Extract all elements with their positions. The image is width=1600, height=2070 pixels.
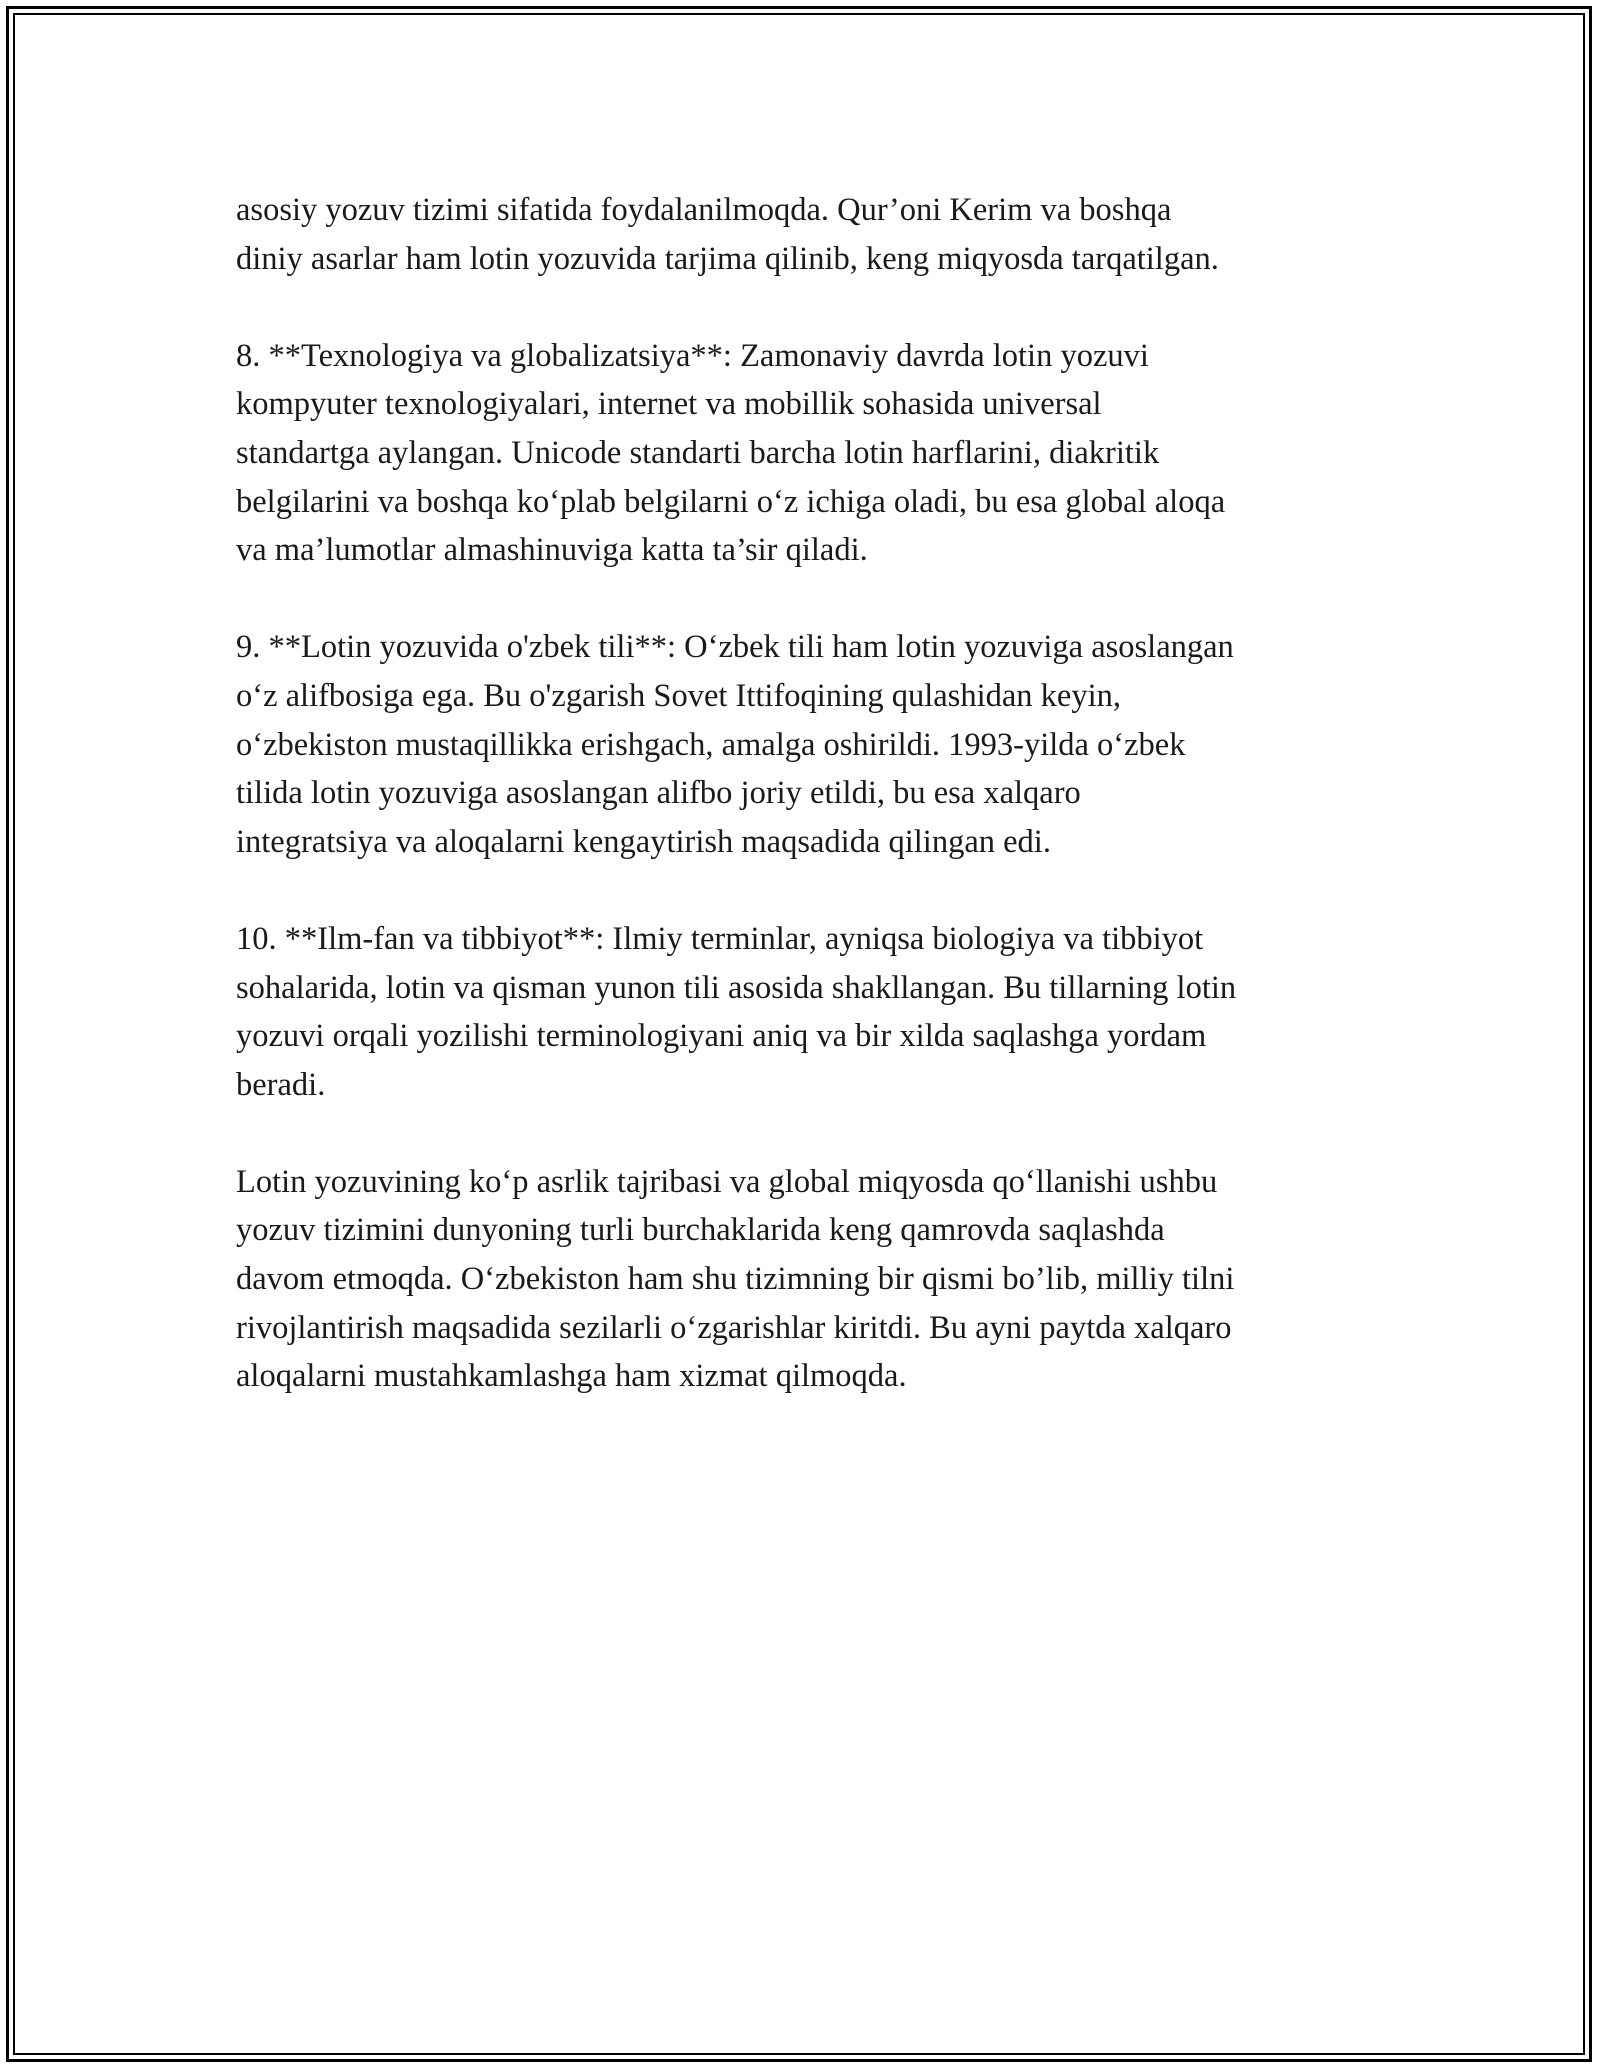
document-body: [236, 186, 1376, 1449]
paragraph-item-8: 8. **Texnologiya va globalizatsiya**: Zamonaviy davrda lotin yozuvi kompyuter texnologiyalari, internet va mobillik sohasida universal standartga aylangan. Unicode standarti barcha lotin harflarini, diakritik belgilarini va boshqa ko‘plab belgilarni o‘z ichiga oladi, bu esa global aloqa va ma’lumotlar almashinuviga katta ta’sir qiladi.: [236, 337, 1226, 569]
paragraph-conclusion: Lotin yozuvining ko‘p asrlik tajribasi va global miqyosda qo‘llanishi ushbu yozuv tizimini dunyoning turli burchaklarida keng qamrovda saqlashda davom etmoqda. O‘zbekiston ham shu tizimning bir qismi bo’lib, milliy tilni rivojlantirish maqsadida sezilarli o‘zgarishlar kiritdi. Bu ayni paytda xalqaro aloqalarni mustahkamlashga ham xizmat qilmoqda.: [236, 1163, 1235, 1395]
paragraph-item-10: 10. **Ilm-fan va tibbiyot**: Ilmiy terminlar, ayniqsa biologiya va tibbiyot sohalarida, lotin va qisman yunon tili asosida shakllangan. Bu tillarning lotin yozuvi orqali yozilishi terminologiyani aniq va bir xilda saqlashga yordam beradi.: [236, 920, 1237, 1103]
paragraph-item-9: 9. **Lotin yozuvida o'zbek tili**: O‘zbek tili ham lotin yozuviga asoslangan o‘z alifbosiga ega. Bu o'zgarish Sovet Ittifoqining qulashidan keyin, o‘zbekiston mustaqillikka erishgach, amalga oshirildi. 1993-yilda o‘zbek tilida lotin yozuviga asoslangan alifbo joriy etildi, bu esa xalqaro integratsiya va aloqalarni kengaytirish maqsadida qilingan edi.: [236, 629, 1234, 860]
paragraph-intro-continuation: asosiy yozuv tizimi sifatida foydalanilmoqda. Qur’oni Kerim va boshqa diniy asarlar ham lotin yozuvida tarjima qilinib, keng miqyosda tarqatilgan.: [236, 192, 1219, 277]
